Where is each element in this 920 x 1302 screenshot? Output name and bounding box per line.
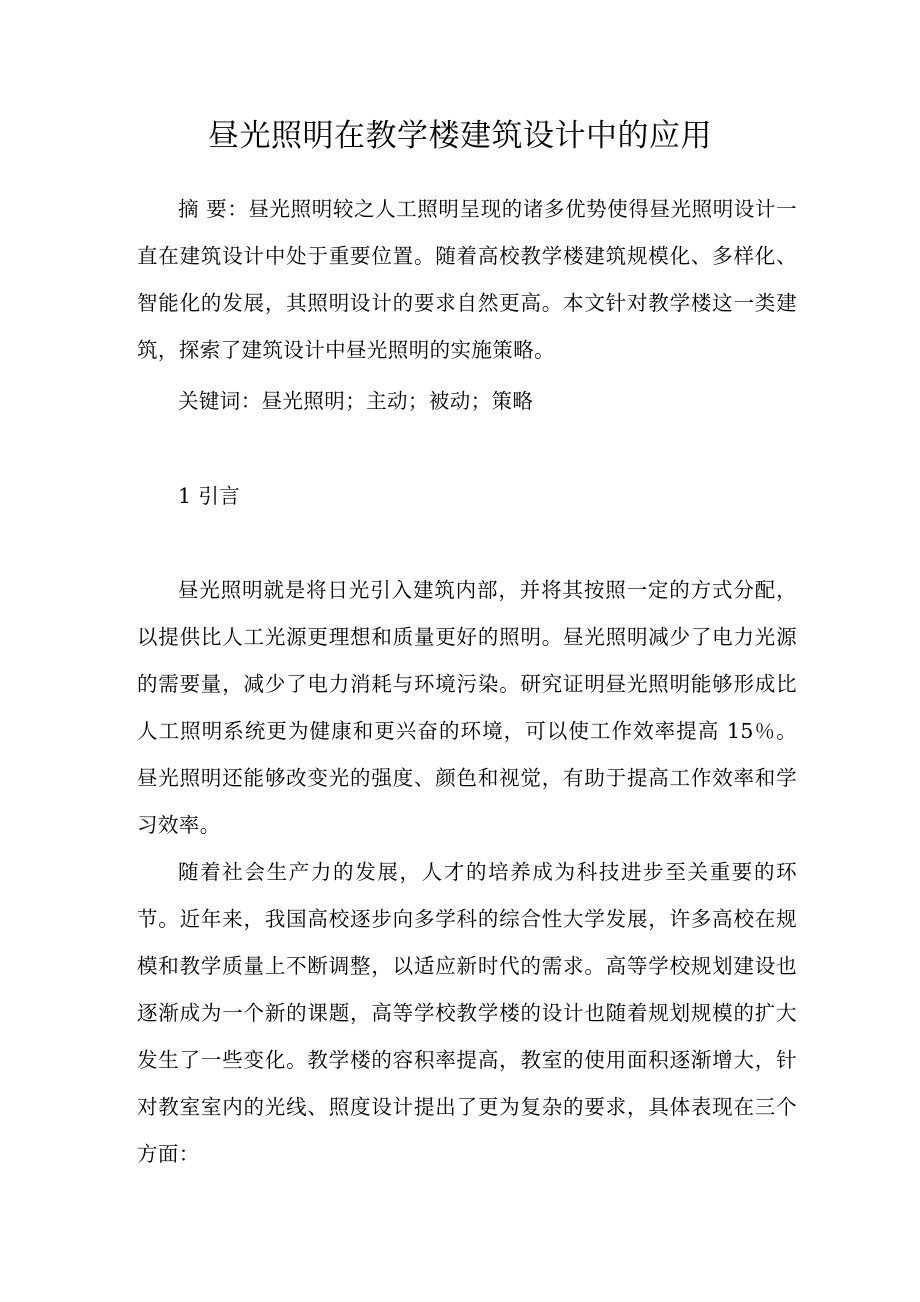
keywords-paragraph <box>137 378 797 425</box>
keywords-text: 昼光照明；主动；被动；策略 <box>261 389 534 413</box>
body-paragraph: 随着社会生产力的发展，人才的培养成为科技进步至关重要的环节。近年来，我国高校逐步向多学科的综合性大学发展，许多高校在规模和教学质量上不断调整，以适应新时代的需求。高等学校规划建设也逐渐成为一个新的课题，高等学校教学楼的设计也随着规划规模的扩大发生了一些变化。教学楼的容积率提高，教室的使用面积逐渐增大，针对教室室内的光线、照度设计提出了更为复杂的要求，具体表现在三个方面： <box>137 860 797 1166</box>
document-title: 昼光照明在教学楼建筑设计中的应用 <box>208 118 712 154</box>
abstract-text: 昼光照明较之人工照明呈现的诸多优势使得昼光照明设计一直在建筑设计中处于重要位置。随着高校教学楼建筑规模化、多样化、智能化的发展，其照明设计的要求自然更高。本文针对教学楼这一类建筑，探索了建筑设计中昼光照明的实施策略。 <box>137 197 797 362</box>
body-paragraph: 昼光照明就是将日光引入建筑内部，并将其按照一定的方式分配，以提供比人工光源更理想和质量更好的照明。昼光照明减少了电力光源的需要量，减少了电力消耗与环境污染。研究证明昼光照明能够形成比人工照明系统更为健康和更兴奋的环境，可以使工作效率提高 15％。昼光照明还能够改变光的强度、颜色和视觉，有助于提高工作效率和学习效率。 <box>137 578 797 837</box>
abstract-label: 摘 要： <box>178 197 249 221</box>
keywords-label: 关键词： <box>178 389 262 413</box>
abstract-paragraph <box>137 186 797 374</box>
section-heading-introduction: 1 引言 <box>178 484 241 508</box>
